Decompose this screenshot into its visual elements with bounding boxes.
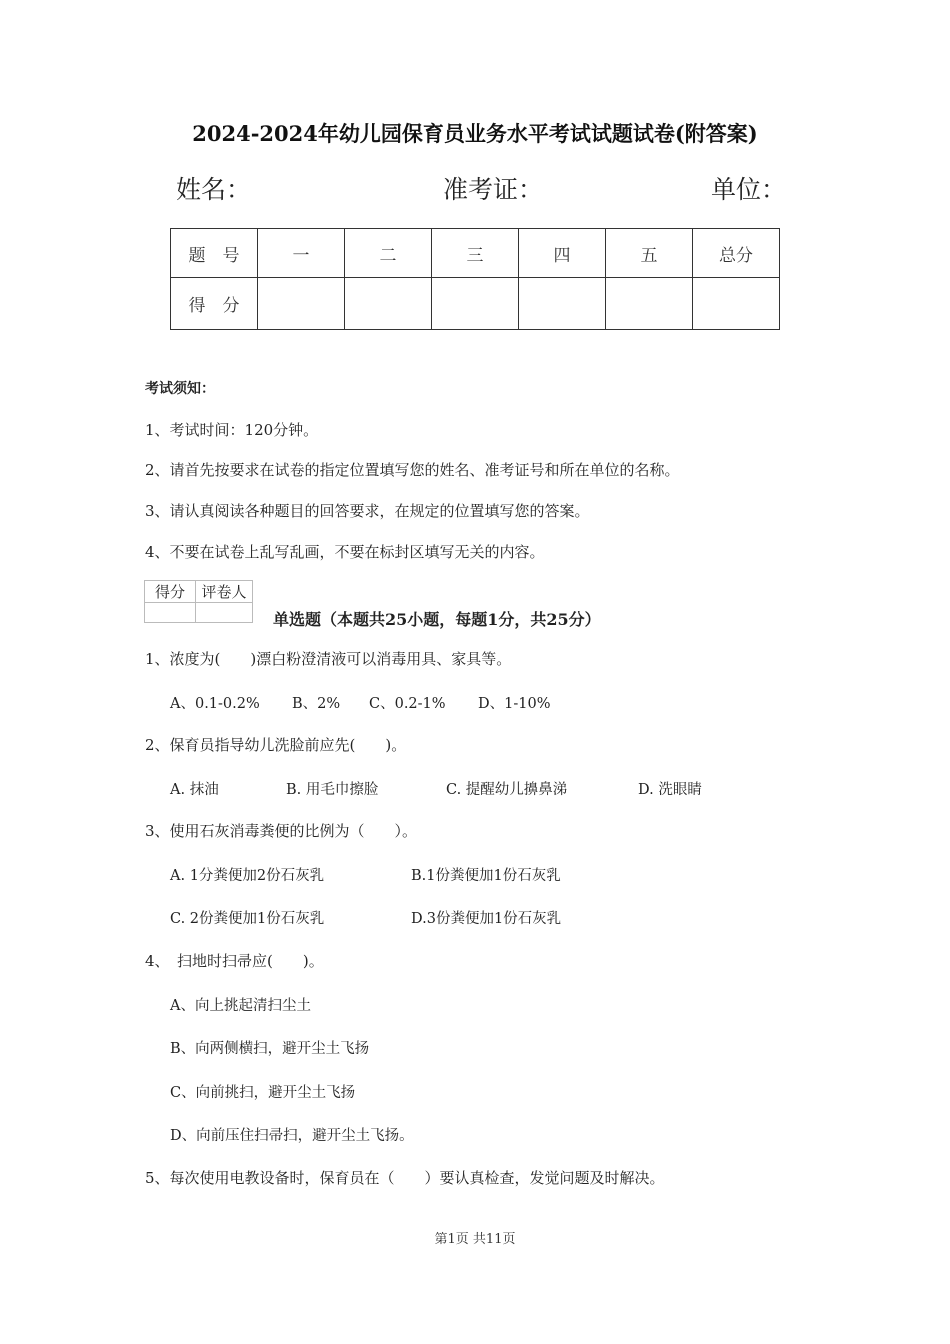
option-c: C、0.2-1% bbox=[369, 696, 446, 712]
score-table-cell: 总分 bbox=[693, 229, 780, 278]
score-input-cell[interactable] bbox=[345, 278, 432, 330]
score-table bbox=[170, 228, 780, 330]
notice-item: 2、请首先按要求在试卷的指定位置填写您的姓名、准考证号和所在单位的名称。 bbox=[145, 461, 680, 479]
section-title: 单选题（本题共25小题，每题1分，共25分） bbox=[273, 610, 601, 629]
option-c: C. 提醒幼儿擤鼻涕 bbox=[446, 782, 568, 798]
option-b: B、2% bbox=[292, 696, 341, 712]
option-b: B、向两侧横扫，避开尘土飞扬 bbox=[170, 1041, 370, 1057]
score-table-cell: 五 bbox=[606, 229, 693, 278]
option-b: B. 用毛巾擦脸 bbox=[286, 782, 379, 798]
question-stem: 1、浓度为( )漂白粉澄清液可以消毒用具、家具等。 bbox=[145, 650, 512, 668]
option-a: A、向上挑起清扫尘土 bbox=[170, 998, 311, 1014]
question-stem: 3、使用石灰消毒粪便的比例为（ ）。 bbox=[145, 822, 418, 840]
score-input-cell[interactable] bbox=[519, 278, 606, 330]
score-table-score-row bbox=[171, 278, 780, 330]
grader-score-field[interactable] bbox=[145, 603, 196, 623]
exam-id-label: 准考证： bbox=[443, 175, 544, 204]
option-a: A、0.1-0.2% bbox=[170, 696, 260, 712]
option-d: D.3份粪便加1份石灰乳 bbox=[411, 911, 562, 927]
option-c: C、向前挑扫，避开尘土飞扬 bbox=[170, 1085, 356, 1101]
option-d: D、1-10% bbox=[478, 696, 551, 712]
question-stem: 5、每次使用电教设备时，保育员在（ ）要认真检查，发觉问题及时解决。 bbox=[145, 1169, 665, 1187]
score-input-cell[interactable] bbox=[258, 278, 345, 330]
question-stem: 4、 扫地时扫帚应( )。 bbox=[145, 952, 324, 970]
option-c: C. 2份粪便加1份石灰乳 bbox=[170, 911, 325, 927]
score-input-cell[interactable] bbox=[606, 278, 693, 330]
name-label: 姓名： bbox=[176, 175, 252, 204]
score-table-cell: 得 分 bbox=[171, 278, 258, 330]
score-table-cell: 四 bbox=[519, 229, 606, 278]
score-table-cell: 三 bbox=[432, 229, 519, 278]
score-input-cell[interactable] bbox=[432, 278, 519, 330]
page-footer: 第1页 共11页 bbox=[434, 1232, 516, 1247]
page-title: 2024-2024年幼儿园保育员业务水平考试试题试卷(附答案) bbox=[192, 121, 758, 146]
grader-reviewer-label: 评卷人 bbox=[196, 581, 253, 603]
option-a: A. 抹油 bbox=[170, 782, 219, 798]
option-d: D、向前压住扫帚扫，避开尘土飞扬。 bbox=[170, 1128, 414, 1144]
notice-item: 3、请认真阅读各种题目的回答要求，在规定的位置填写您的答案。 bbox=[145, 502, 590, 520]
option-b: B.1份粪便加1份石灰乳 bbox=[411, 868, 561, 884]
score-input-cell[interactable] bbox=[693, 278, 780, 330]
unit-label: 单位： bbox=[711, 175, 787, 204]
notice-item: 1、考试时间：120分钟。 bbox=[145, 421, 319, 439]
score-table-cell: 二 bbox=[345, 229, 432, 278]
option-a: A. 1分粪便加2份石灰乳 bbox=[170, 868, 325, 884]
score-table-header-row bbox=[171, 229, 780, 278]
question-stem: 2、保育员指导幼儿洗脸前应先( )。 bbox=[145, 736, 407, 754]
notice-item: 4、不要在试卷上乱写乱画，不要在标封区填写无关的内容。 bbox=[145, 543, 545, 561]
score-table-cell: 题 号 bbox=[171, 229, 258, 278]
grader-score-label: 得分 bbox=[145, 581, 196, 603]
grader-box bbox=[144, 580, 253, 623]
notice-heading: 考试须知： bbox=[145, 381, 215, 397]
grader-reviewer-field[interactable] bbox=[196, 603, 253, 623]
option-d: D. 洗眼睛 bbox=[638, 782, 702, 798]
score-table-cell: 一 bbox=[258, 229, 345, 278]
